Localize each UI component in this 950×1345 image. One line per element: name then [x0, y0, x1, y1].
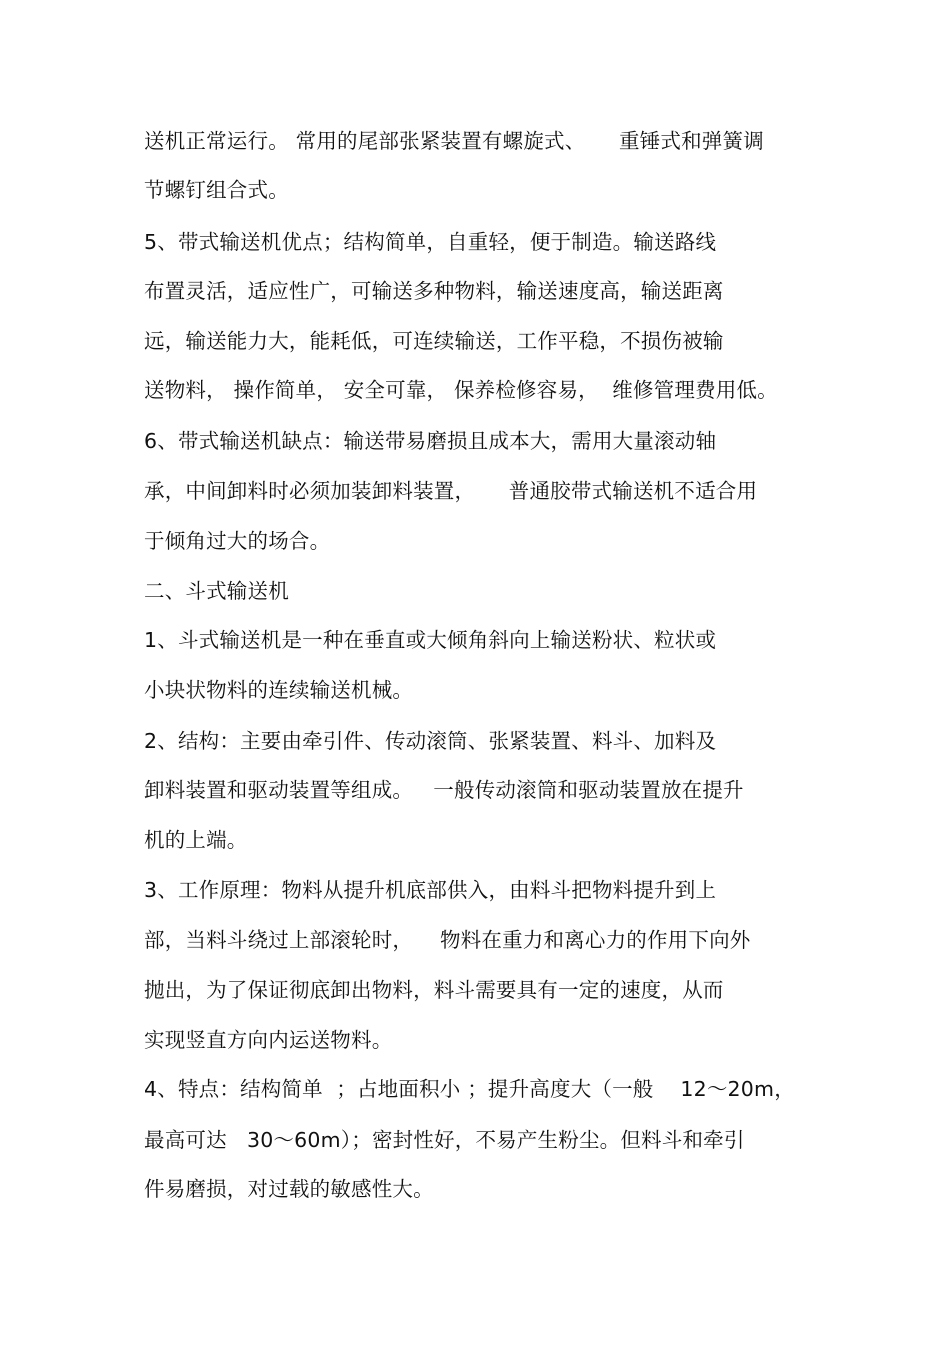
text-line: 小块状物料的连续输送机械。	[144, 678, 414, 702]
text-line: 实现竖直方向内运送物料。	[144, 1028, 393, 1052]
text-line: 1、斗式输送机是一种在垂直或大倾角斜向上输送粉状、粒状或	[144, 628, 717, 652]
text-line: 件易磨损，对过载的敏感性大。	[144, 1177, 434, 1201]
text-line: 送机正常运行。 常用的尾部张紧装置有螺旋式、 重锤式和弹簧调	[144, 129, 764, 153]
text-line: 卸料装置和驱动装置等组成。 一般传动滚筒和驱动装置放在提升	[144, 778, 744, 802]
text-line: 远，输送能力大，能耗低，可连续输送，工作平稳，不损伤被输	[144, 329, 724, 353]
section-heading: 二、斗式输送机	[144, 579, 289, 603]
text-line: 送物料， 操作简单， 安全可靠， 保养检修容易， 维修管理费用低。	[144, 378, 778, 402]
text-line: 承，中间卸料时必须加装卸料装置， 普通胶带式输送机不适合用	[144, 479, 758, 503]
text-line: 布置灵活，适应性广，可输送多种物料，输送速度高，输送距离	[144, 279, 724, 303]
text-line: 最高可达 30～60m）；密封性好，不易产生粉尘。但料斗和牵引	[144, 1128, 745, 1152]
text-line: 2、结构：主要由牵引件、传动滚筒、张紧装置、料斗、加料及	[144, 729, 717, 753]
text-line: 3、工作原理：物料从提升机底部供入，由料斗把物料提升到上	[144, 878, 717, 902]
text-line: 机的上端。	[144, 828, 248, 852]
text-line: 4、特点：结构简单 ；占地面积小 ；提升高度大（一般 12～20m，	[144, 1077, 795, 1101]
text-line: 于倾角过大的场合。	[144, 529, 331, 553]
text-line: 6、带式输送机缺点：输送带易磨损且成本大，需用大量滚动轴	[144, 429, 717, 453]
text-line: 5、带式输送机优点；结构简单，自重轻，便于制造。输送路线	[144, 230, 717, 254]
text-line: 节螺钉组合式。	[144, 178, 289, 202]
text-line: 抛出，为了保证彻底卸出物料，料斗需要具有一定的速度，从而	[144, 978, 724, 1002]
text-line: 部，当料斗绕过上部滚轮时， 物料在重力和离心力的作用下向外	[144, 928, 751, 952]
